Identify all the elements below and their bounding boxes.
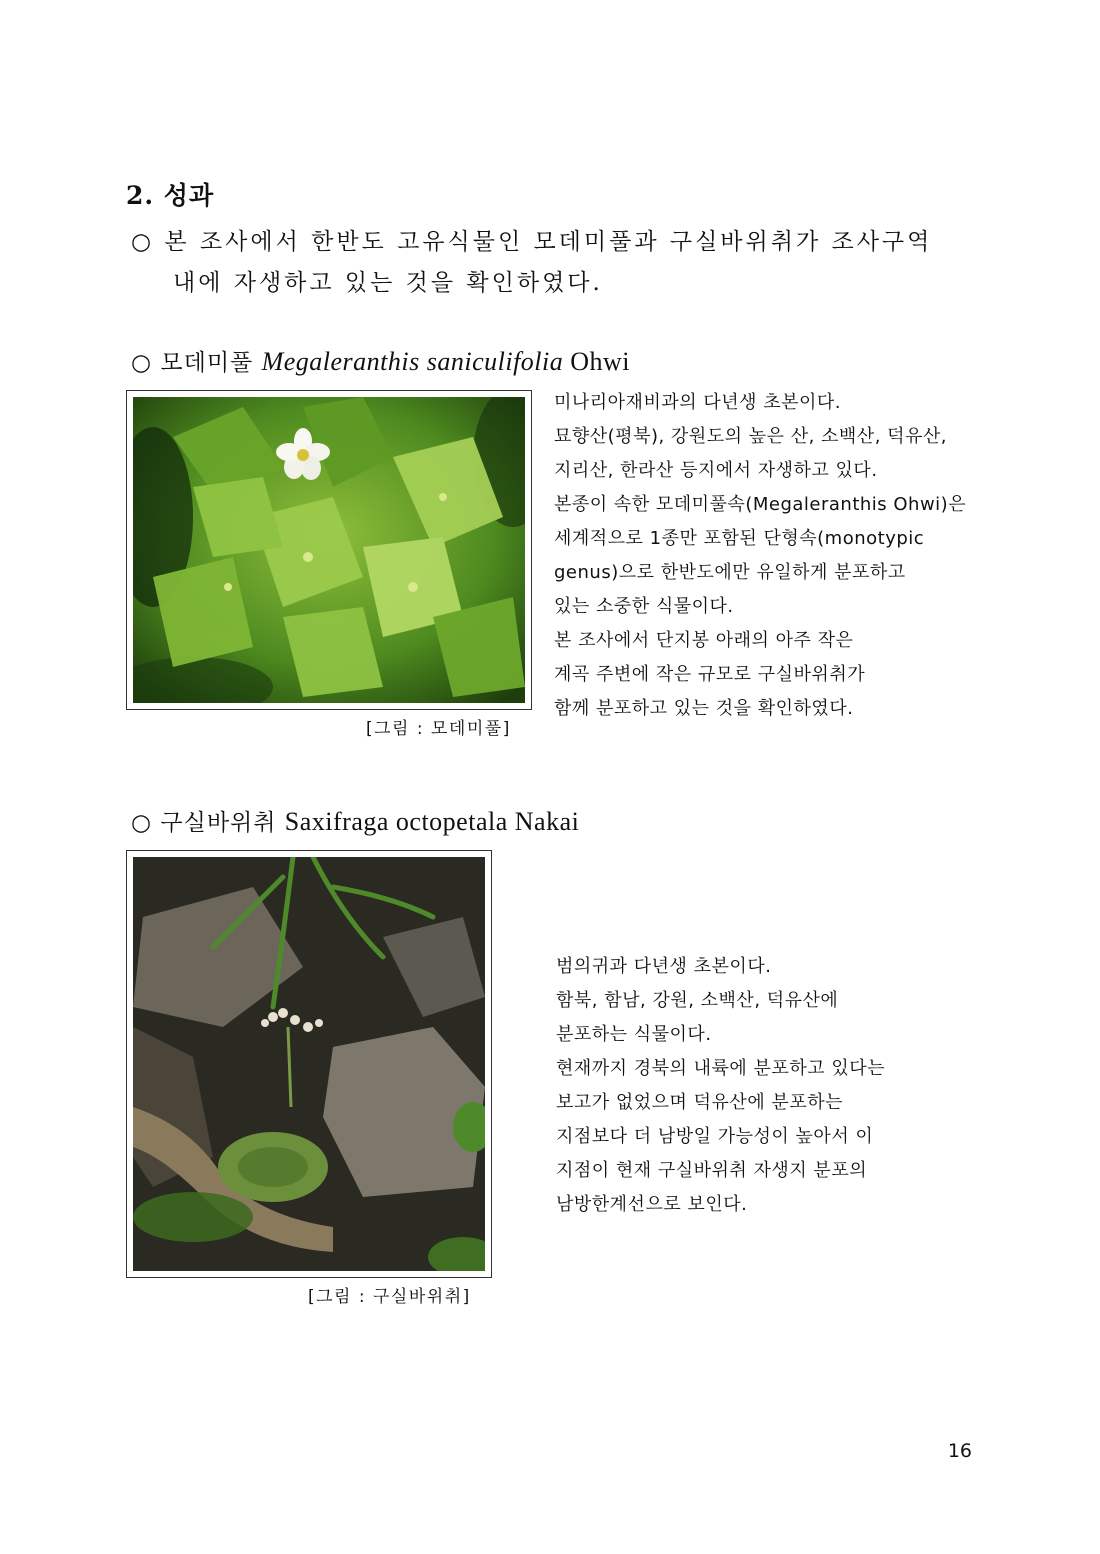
description-line: 본종이 속한 모데미풀속(Megaleranthis Ohwi)은 [554, 494, 967, 515]
description-line: 함께 분포하고 있는 것을 확인하였다. [554, 698, 854, 719]
description-line: 있는 소중한 식물이다. [554, 596, 734, 617]
gusilbawichwi-plant-image [133, 857, 485, 1271]
korean-name: 구실바위취 [160, 810, 277, 836]
description-line: 세계적으로 1종만 포함된 단형속(monotypic [554, 528, 925, 549]
page-number: 16 [947, 1440, 972, 1462]
description-line: 본 조사에서 단지봉 아래의 아주 작은 [554, 630, 854, 651]
section-heading: 2. 성과 [126, 181, 215, 210]
description-line: 미나리아재비과의 다년생 초본이다. [554, 392, 841, 413]
description-line: 분포하는 식물이다. [556, 1024, 712, 1045]
latin-genus: Megaleranthis [261, 347, 420, 376]
description-line: 지점보다 더 남방일 가능성이 높아서 이 [556, 1126, 874, 1147]
intro-line-1: 본 조사에서 한반도 고유식물인 모데미풀과 구실바위취가 조사구역 [164, 229, 933, 255]
korean-name: 모데미풀 [160, 350, 254, 376]
bullet-marker: ○ [131, 229, 155, 255]
caption-gusilbawichwi: [그림 : 구실바위취] [308, 1287, 471, 1307]
description-modemipul [554, 386, 966, 726]
species-title-gusilbawichwi [131, 804, 579, 837]
photo-modemipul [126, 390, 532, 710]
description-line: 지리산, 한라산 등지에서 자생하고 있다. [554, 460, 878, 481]
photo-gusilbawichwi [126, 850, 492, 1278]
latin-species: saniculifolia [426, 347, 564, 376]
intro-line-2: 내에 자생하고 있는 것을 확인하였다. [173, 270, 603, 296]
description-line: 남방한계선으로 보인다. [556, 1194, 748, 1215]
description-line: 지점이 현재 구실바위취 자생지 분포의 [556, 1160, 868, 1181]
description-line: 보고가 없었으며 덕유산에 분포하는 [556, 1092, 843, 1113]
description-line: 범의귀과 다년생 초본이다. [556, 956, 772, 977]
bullet-marker: ○ [131, 810, 153, 836]
latin-author: Ohwi [570, 347, 631, 376]
description-gusilbawichwi [556, 950, 885, 1222]
species-title-modemipul [131, 344, 630, 377]
description-line: 묘향산(평북), 강원도의 높은 산, 소백산, 덕유산, [554, 426, 948, 447]
description-line: 계곡 주변에 작은 규모로 구실바위취가 [554, 664, 866, 685]
bullet-marker: ○ [131, 350, 153, 376]
modemipul-plant-image [133, 397, 525, 703]
description-line: genus)으로 한반도에만 유일하게 분포하고 [554, 562, 906, 583]
latin-name: Saxifraga octopetala Nakai [284, 807, 580, 836]
description-line: 함북, 함남, 강원, 소백산, 덕유산에 [556, 990, 839, 1011]
intro-paragraph [131, 222, 991, 304]
description-line: 현재까지 경북의 내륙에 분포하고 있다는 [556, 1058, 885, 1079]
caption-modemipul: [그림 : 모데미풀] [366, 719, 511, 739]
